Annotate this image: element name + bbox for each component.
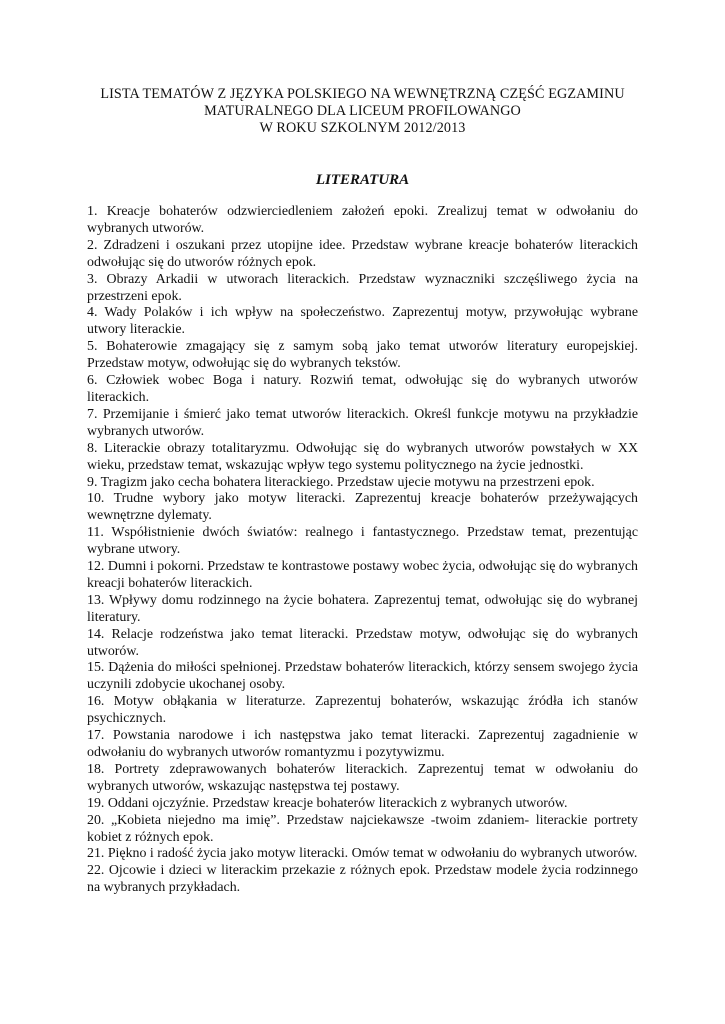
topic-item: 19. Oddani ojczyźnie. Przedstaw kreacje bohaterów literackich z wybranych utworów.: [87, 795, 568, 811]
topic-item: 10. Trudne wybory jako motyw literacki. Zaprezentuj kreacje bohaterów przeżywających wewnętrzne dylematy.: [87, 491, 638, 524]
section-title: LITERATURA: [315, 172, 410, 188]
topic-item: 16. Motyw obłąkania w literaturze. Zaprezentuj bohaterów, wskazując źródła ich stanów psychicznych.: [87, 694, 638, 727]
topic-list: [87, 204, 638, 897]
topic-item: 6. Człowiek wobec Boga i natury. Rozwiń temat, odwołując się do wybranych utworów literackich.: [87, 373, 638, 405]
topic-item: 18. Portrety zdeprawowanych bohaterów literackich. Zaprezentuj temat w odwołaniu do wybranych utworów, wskazując następstwa tej postawy.: [87, 761, 638, 794]
topic-item: 14. Relacje rodzeństwa jako temat literacki. Przedstaw motyw, odwołując się do wybranych utworów.: [87, 626, 638, 659]
topic-item: 2. Zdradzeni i oszukani przez utopijne idee. Przedstaw wybrane kreacje bohaterów literackich odwołując się do utworów różnych epok.: [87, 237, 638, 270]
document-header: [0, 86, 725, 137]
topic-item: 12. Dumni i pokorni. Przedstaw te kontrastowe postawy wobec życia, odwołując się do wybranych kreacji bohaterów literackich.: [87, 559, 638, 591]
header-line-1: LISTA TEMATÓW Z JĘZYKA POLSKIEGO NA WEWNĘTRZNĄ CZĘŚĆ EGZAMINU: [100, 86, 625, 102]
topic-item: 13. Wpływy domu rodzinnego na życie bohatera. Zaprezentuj temat, odwołując się do wybranej literatury.: [87, 592, 638, 625]
topic-item: 17. Powstania narodowe i ich następstwa jako temat literacki. Zaprezentuj zagadnienie w odwołaniu do wybranych utworów romantyzmu i pozytywizmu.: [87, 728, 638, 760]
header-line-2: MATURALNEGO DLA LICEUM PROFILOWANGO: [204, 103, 521, 119]
topic-item: 8. Literackie obrazy totalitaryzmu. Odwołując się do wybranych utworów powstałych w XX wieku, przedstaw temat, wskazując wpływ tego systemu politycznego na życie jednostki.: [87, 440, 638, 473]
topic-item: 7. Przemijanie i śmierć jako temat utworów literackich. Określ funkcje motywu na przykładzie wybranych utworów.: [87, 406, 638, 439]
topic-item: 20. „Kobieta niejedno ma imię”. Przedstaw najciekawsze -twoim zdaniem- literackie portrety kobiet z różnych epok.: [87, 812, 638, 845]
topic-item: 9. Tragizm jako cecha bohatera literackiego. Przedstaw ujecie motywu na przestrzeni epok.: [87, 474, 595, 490]
topic-item: 3. Obrazy Arkadii w utworach literackich. Przedstaw wyznaczniki szczęśliwego życia na przestrzeni epok.: [87, 271, 638, 304]
topic-item: 15. Dążenia do miłości spełnionej. Przedstaw bohaterów literackich, którzy sensem swojego życia uczynili zdobycie ukochanej osoby.: [87, 660, 638, 693]
topic-item: 1. Kreacje bohaterów odzwierciedleniem założeń epoki. Zrealizuj temat w odwołaniu do wybranych utworów.: [87, 204, 638, 236]
topic-item: 21. Piękno i radość życia jako motyw literacki. Omów temat w odwołaniu do wybranych utworów.: [87, 846, 638, 862]
topic-item: 5. Bohaterowie zmagający się z samym sobą jako temat utworów literatury europejskiej. Przedstaw motyw, odwołując się do wybranych tekstów.: [87, 339, 638, 372]
header-line-3: W ROKU SZKOLNYM 2012/2013: [259, 120, 466, 136]
topic-item: 11. Współistnienie dwóch światów: realnego i fantastycznego. Przedstaw temat, prezentując wybrane utwory.: [87, 525, 638, 558]
topic-item: 4. Wady Polaków i ich wpływ na społeczeństwo. Zaprezentuj motyw, przywołując wybrane utwory literackie.: [87, 305, 638, 338]
topic-item: 22. Ojcowie i dzieci w literackim przekazie z różnych epok. Przedstaw modele życia rodzinnego na wybranych przykładach.: [87, 863, 638, 896]
